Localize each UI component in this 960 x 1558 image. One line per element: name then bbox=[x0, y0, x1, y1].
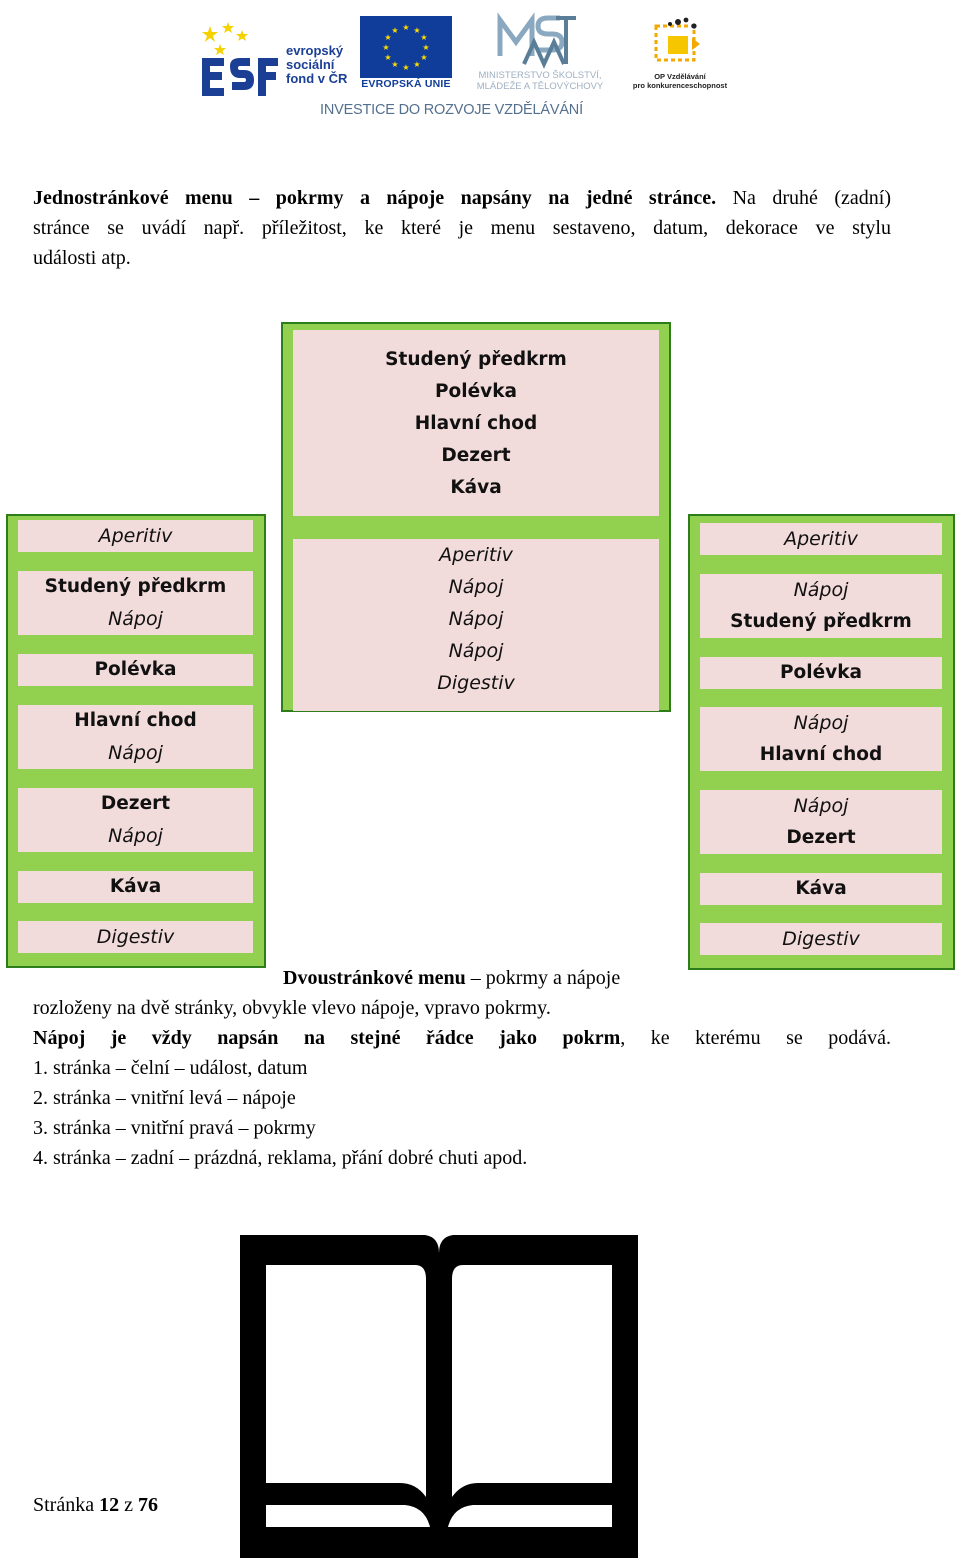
menu-drink-item: Digestiv bbox=[782, 928, 860, 950]
dvou-line-2: rozloženy na dvě stránky, obvykle vlevo nápoje, vpravo pokrmy. bbox=[33, 997, 551, 1019]
dvou-bold: Dvoustránkové menu bbox=[283, 967, 466, 989]
right-menu-group bbox=[700, 873, 942, 905]
right-menu-group bbox=[700, 523, 942, 555]
esf-logo-text: evropský sociální fond v ČR bbox=[286, 43, 348, 86]
svg-text:★: ★ bbox=[413, 60, 421, 69]
investice-slogan: INVESTICE DO ROZVOJE VZDĚLÁVÁNÍ bbox=[320, 102, 583, 118]
dvou-paragraph bbox=[33, 993, 891, 1173]
intro-line-2: stránce se uvádí např. příležitost, ke které je menu sestaveno, datum, dekorace ve stylu bbox=[33, 217, 891, 239]
left-menu-group bbox=[18, 871, 253, 903]
left-menu-group bbox=[18, 571, 253, 635]
page-list-item-3: 3. stránka – vnitřní pravá – pokrmy bbox=[33, 1117, 316, 1139]
menu-food-item: Dezert bbox=[786, 827, 856, 848]
svg-text:★: ★ bbox=[382, 43, 390, 52]
menu-food-item: Studený předkrm bbox=[44, 576, 227, 597]
right-menu-group bbox=[700, 790, 942, 854]
left-menu-group bbox=[18, 705, 253, 769]
right-menu-group bbox=[700, 923, 942, 955]
menu-food-item: Káva bbox=[450, 477, 502, 498]
intro-line-1 bbox=[33, 183, 891, 213]
svg-text:★: ★ bbox=[402, 63, 410, 72]
dvou-line-3 bbox=[33, 1023, 891, 1053]
svg-text:★: ★ bbox=[402, 23, 410, 32]
footer-page-number: 12 bbox=[99, 1494, 120, 1516]
menu-food-item: Káva bbox=[109, 876, 162, 897]
menu-food-item: Hlavní chod bbox=[414, 413, 538, 434]
page-footer bbox=[33, 1490, 158, 1520]
menu-food-item: Hlavní chod bbox=[759, 744, 883, 765]
svg-text:★: ★ bbox=[391, 26, 399, 35]
right-menu-group bbox=[700, 707, 942, 771]
esf-logo-icon bbox=[196, 18, 282, 96]
menu-drink-item: Nápoj bbox=[448, 576, 504, 598]
left-menu-group bbox=[18, 654, 253, 686]
menu-drink-item: Nápoj bbox=[793, 795, 849, 817]
menu-drink-item: Nápoj bbox=[448, 640, 504, 662]
menu-drink-item: Digestiv bbox=[96, 926, 175, 948]
menu-food-item: Hlavní chod bbox=[74, 710, 197, 731]
intro-paragraph bbox=[33, 183, 891, 273]
left-menu-group bbox=[18, 788, 253, 852]
eu-flag-icon bbox=[360, 16, 452, 78]
svg-text:★: ★ bbox=[420, 53, 428, 62]
menu-drink-item: Aperitiv bbox=[98, 525, 173, 547]
left-menu-group bbox=[18, 921, 253, 953]
page-list-item-2: 2. stránka – vnitřní levá – nápoje bbox=[33, 1087, 296, 1109]
center-menu-group bbox=[293, 330, 659, 516]
menu-drink-item: Nápoj bbox=[448, 608, 504, 630]
menu-food-item: Polévka bbox=[94, 659, 177, 680]
eu-label: EVROPSKÁ UNIE bbox=[361, 78, 451, 90]
svg-text:★: ★ bbox=[413, 26, 421, 35]
menu-food-item: Polévka bbox=[434, 381, 517, 402]
intro-bold: Jednostránkové menu – pokrmy a nápoje napsány na jedné stránce. bbox=[33, 187, 717, 209]
dvou-heading bbox=[283, 963, 620, 993]
msmt-logo-icon bbox=[494, 12, 580, 72]
menu-food-item: Dezert bbox=[100, 793, 171, 814]
intro-rest: Na druhé (zadní) bbox=[716, 187, 891, 209]
menu-food-item: Polévka bbox=[779, 662, 862, 683]
menu-drink-item: Digestiv bbox=[437, 672, 515, 694]
footer-of: z bbox=[124, 1494, 133, 1516]
menu-drink-item: Aperitiv bbox=[784, 528, 858, 550]
menu-food-item: Káva bbox=[795, 878, 847, 899]
page-list-item-4: 4. stránka – zadní – prázdná, reklama, přání dobré chuti apod. bbox=[33, 1147, 528, 1169]
msmt-logo-text: MINISTERSTVO ŠKOLSTVÍ, MLÁDEŽE A TĚLOVÝCHOVY bbox=[476, 70, 604, 92]
svg-text:★: ★ bbox=[384, 33, 392, 42]
svg-text:★: ★ bbox=[384, 53, 392, 62]
header-logos bbox=[190, 12, 735, 124]
right-menu-group bbox=[700, 657, 942, 689]
footer-label: Stránka bbox=[33, 1494, 95, 1516]
svg-text:★: ★ bbox=[422, 43, 430, 52]
svg-text:★: ★ bbox=[391, 60, 399, 69]
dvou-line-3-bold: Nápoj je vždy napsán na stejné řádce jako pokrm bbox=[33, 1027, 621, 1049]
op-logo-text: OP Vzdělávání pro konkurenceschopnost bbox=[632, 72, 728, 90]
menu-drink-item: Nápoj bbox=[108, 825, 163, 847]
intro-line-3: události atp. bbox=[33, 247, 131, 269]
svg-text:★: ★ bbox=[420, 33, 428, 42]
menu-food-item: Dezert bbox=[441, 445, 511, 466]
dvou-line-3-rest: , ke kterému se podává. bbox=[620, 1027, 891, 1049]
menu-food-item: Studený předkrm bbox=[385, 349, 567, 370]
menu-drink-item: Nápoj bbox=[793, 712, 849, 734]
page-list-item-1: 1. stránka – čelní – událost, datum bbox=[33, 1057, 308, 1079]
menu-drink-item: Nápoj bbox=[793, 579, 849, 601]
open-book-icon bbox=[240, 1235, 638, 1558]
center-menu-group bbox=[293, 539, 659, 711]
menu-drink-item: Aperitiv bbox=[439, 544, 513, 566]
footer-page-total: 76 bbox=[137, 1494, 158, 1516]
op-logo-icon bbox=[648, 14, 704, 70]
right-menu-group bbox=[700, 574, 942, 638]
menu-drink-item: Nápoj bbox=[108, 608, 163, 630]
dvou-rest: – pokrmy a nápoje bbox=[465, 967, 621, 989]
menu-drink-item: Nápoj bbox=[108, 742, 163, 764]
left-menu-group bbox=[18, 520, 253, 552]
menu-food-item: Studený předkrm bbox=[730, 611, 912, 632]
